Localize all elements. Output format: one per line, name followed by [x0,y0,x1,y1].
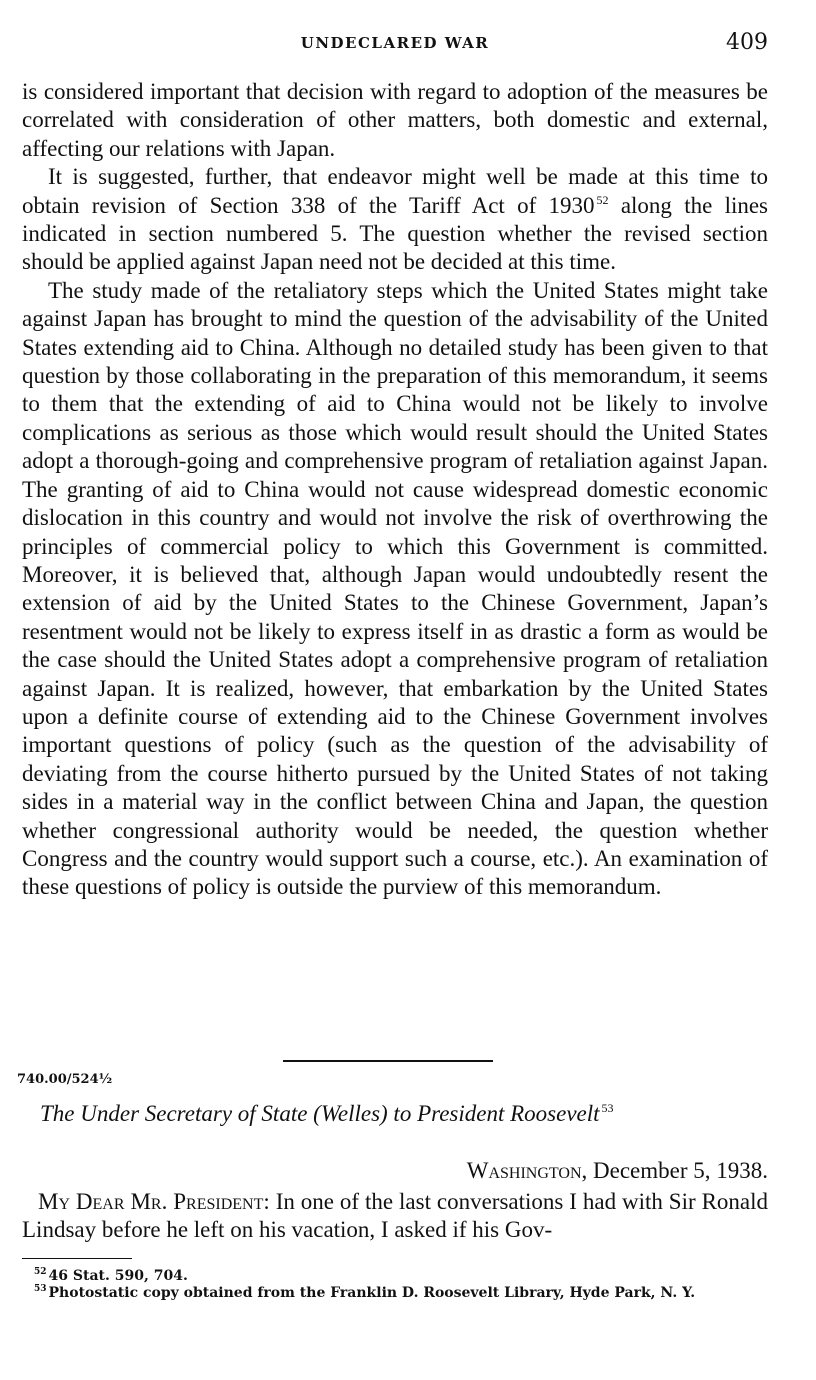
dateline-place: Washington [466,1158,582,1183]
body-text [22,78,768,902]
running-header [22,30,768,60]
paragraph-aid-to-china: The study made of the retaliatory steps which the United States might take against Japan has brought to mind the question of the advisability of the United States extending aid to China. Although no detailed study has been given to that question by those collaborating in the preparation of this memorandum, it seems to them that the extending of aid to China would not be likely to involve complications as serious as those which would result should the United States adopt a thorough-going and comprehensive program of retaliation against Japan. The granting of aid to China would not cause widespread domestic economic dislocation in this country and would not involve the risk of overthrowing the principles of commercial policy to which this Government is committed. Moreover, it is believed that, although Japan would undoubtedly resent the extension of aid by the United States to the Chinese Government, Japan’s resentment would not be likely to express itself in as drastic a form as would be the case should the United States adopt a comprehensive program of retaliation against Japan. It is realized, however, that embarkation by the United States upon a definite course of extending aid to the Chinese Government involves important questions of policy (such as the question of the advisability of deviating from the course hitherto pursued by the United States of not taking sides in a material way in the conflict between China and Japan, the question whether congressional authority would be needed, the question whether Congress and the country would support such a course, etc.). An examination of these questions of policy is outside the purview of this memorandum. [22,277,768,900]
document-heading [40,1101,780,1127]
page-number: 409 [726,30,768,55]
footnote-53 [22,1285,762,1302]
footnote-ref-53[interactable]: 53 [601,1101,614,1116]
footnote-mark: 52 [34,1267,47,1278]
running-title: UNDECLARED WAR [300,34,490,52]
footnote-divider [22,1258,132,1259]
paragraph-continued: is considered important that decision with regard to adoption of the measures be correlated with consideration of other matters, both domestic and external, affecting our relations with Japan. [22,79,768,161]
footnotes [22,1268,762,1302]
footnote-text: 46 Stat. 590, 704. [48,1268,188,1284]
dateline-date: , December 5, 1938. [581,1158,768,1183]
file-number: 740.00/524½ [17,1072,113,1087]
salutation: My Dear Mr. President [38,1189,264,1214]
footnote-mark: 53 [34,1284,47,1295]
section-divider [283,1060,493,1062]
letter-text: : In one of the last conversations I had with Sir Ronald Lindsay before he left on his vacation, I asked if his Gov- [22,1189,769,1243]
paragraph-text: It is suggested, further, that endeavor might well be made at this time to obtain revision of Section 338 of the Tariff Act of 1930 [22,164,768,218]
footnote-text: Photostatic copy obtained from the Franklin D. Roosevelt Library, Hyde Park, N. Y. [48,1285,696,1301]
paragraph-tariff-revision [22,163,768,277]
paragraph-text: along the lines indicated in section numbered 5. The question whether the revised section should be applied against Japan need not be decided at this time. [22,192,769,275]
footnote-ref-52[interactable]: 52 [596,192,609,207]
dateline [467,1158,768,1184]
letter-opening [22,1188,768,1245]
footnote-52 [22,1268,762,1285]
document-heading-text: The Under Secretary of State (Welles) to President Roosevelt [40,1101,600,1126]
